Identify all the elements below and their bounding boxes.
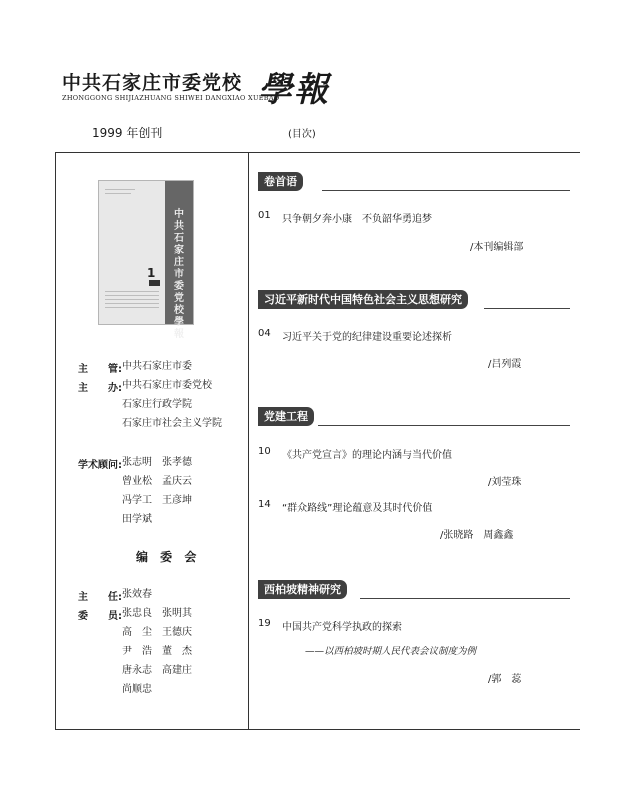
article-title: 习近平关于党的纪律建设重要论述探析 [282,332,452,343]
article-page: 14 [258,499,271,510]
members-label: 委 员: [78,611,122,622]
cover-thumbnail [98,180,194,340]
director-label: 主 任: [78,592,122,603]
section-rule [484,308,570,309]
journal-title: 中共石家庄市委党校 [62,72,243,94]
advisor-line: 张志明 张孝德 [122,457,192,468]
sponsor-value: 石家庄行政学院 [122,399,192,410]
article-title: 只争朝夕奔小康 不负韶华勇追梦 [282,214,432,225]
article-author: /本刊编辑部 [470,242,524,253]
director-value: 张效春 [122,589,152,600]
cover-text-line [105,295,159,296]
member-line: 唐永志 高建庄 [122,665,192,676]
article-page: 01 [258,210,271,221]
article-author: /刘莹珠 [488,477,522,488]
frame-left-rule [55,152,56,730]
cover-text-line [105,193,131,194]
editorial-board-title: 编 委 会 [136,550,201,564]
member-line: 张忠良 张明其 [122,608,192,619]
supervisor-value: 中共石家庄市委 [122,361,192,372]
article-author: /张晓路 周鑫鑫 [440,530,514,541]
article-author: /郭 蕊 [488,674,522,685]
advisors-label: 学术顾问: [78,460,122,471]
cover-text-line [105,299,159,300]
supervisor-label: 主 管: [78,364,122,375]
article-title: 中国共产党科学执政的探索 [282,622,402,633]
founded-year: 1999 年创刊 [92,126,163,140]
section-header: 西柏坡精神研究 [258,580,347,599]
article-page: 10 [258,446,271,457]
member-line: 高 尘 王德庆 [122,627,192,638]
section-rule [360,598,570,599]
cover-issue-number: 1 [147,266,156,280]
cover-text-line [105,303,159,304]
cover-year-box [149,280,160,286]
journal-title-pinyin: ZHONGGONG SHIJIAZHUANG SHIWEI DANGXIAO XUEBAO [62,94,280,102]
member-line: 尹 浩 董 杰 [122,646,192,657]
advisor-line: 田学斌 [122,514,152,525]
sponsor-value: 中共石家庄市委党校 [122,380,212,391]
cover-text-line [105,291,159,292]
column-divider [248,152,249,730]
article-title: 《共产党宣言》的理论内涵与当代价值 [282,450,452,461]
section-header: 习近平新时代中国特色社会主义思想研究 [258,290,468,309]
member-line: 尚顺忠 [122,684,152,695]
article-subtitle: ——以西柏坡时期人民代表会议制度为例 [305,646,477,657]
section-rule [318,425,570,426]
article-page: 04 [258,328,271,339]
cover-spine-title: 中共石家庄市委党校學報 [174,209,184,340]
journal-title-xuebao: 學報 [258,70,330,110]
section-rule [322,190,570,191]
article-page: 19 [258,618,271,629]
article-title: “群众路线”理论蕴意及其时代价值 [282,503,433,514]
frame-top-rule [55,152,580,153]
section-header: 党建工程 [258,407,314,426]
sponsor-label: 主 办: [78,383,122,394]
frame-bottom-rule [55,729,580,730]
cover-text-line [105,189,135,190]
sponsor-value: 石家庄市社会主义学院 [122,418,222,429]
toc-label: (目次) [288,129,316,140]
article-author: /吕列霞 [488,359,522,370]
advisor-line: 冯学工 王彦坤 [122,495,192,506]
section-header: 卷首语 [258,172,303,191]
advisor-line: 曾业松 孟庆云 [122,476,192,487]
cover-text-line [105,307,159,308]
